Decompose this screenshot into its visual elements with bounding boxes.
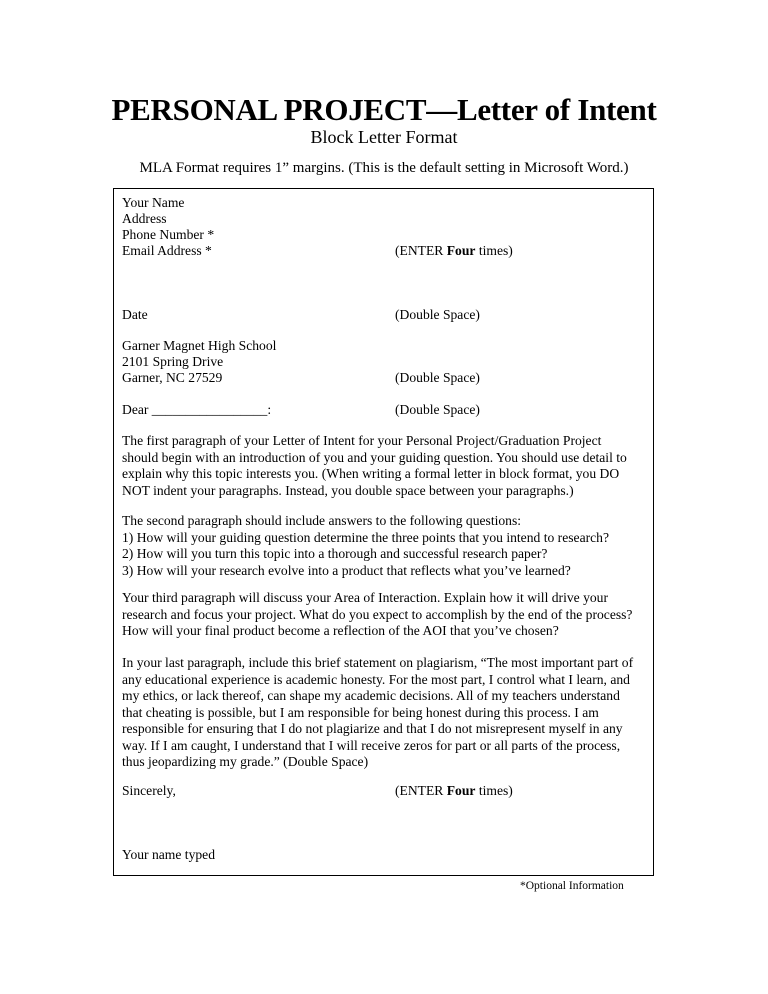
paragraph-line: In your last paragraph, include this brief statement on plagiarism, “The most important part of <box>122 655 634 670</box>
page-title: PERSONAL PROJECT—Letter of Intent <box>111 92 657 127</box>
enter-four-times-note: (ENTER Four times) <box>395 783 513 798</box>
optional-info-footnote: *Optional Information <box>520 880 624 892</box>
recipient-school: Garner Magnet High School <box>122 338 277 353</box>
page-subtitle: Block Letter Format <box>310 127 458 147</box>
salutation: Dear _________________: <box>122 402 272 417</box>
paragraph-line: my ethics, or lack thereof, can shape my academic decisions. All of my teachers understand <box>122 688 620 703</box>
paragraph-line: way. If I am caught, I understand that I will receive zeros for part or all parts of the process, <box>122 737 621 753</box>
question-item: 1) How will your guiding question determine the three points that you intend to research? <box>122 529 609 545</box>
sender-phone: Phone Number * <box>122 227 215 242</box>
paragraph-line: responsible for ensuring that I do not plagiarize and that I do not misrepresent myself in any <box>122 721 623 736</box>
format-note: MLA Format requires 1” margins. (This is the default setting in Microsoft Word.) <box>139 160 629 176</box>
double-space-note: (Double Space) <box>395 370 480 385</box>
paragraph-4 <box>122 655 633 771</box>
paragraph-line: thus jeopardizing my grade.” (Double Space) <box>122 754 369 769</box>
paragraph-line: that cheating is possible, but I am responsible for being honest during this process. I am <box>122 704 599 720</box>
question-item: 2) How will you turn this topic into a thorough and successful research paper? <box>122 546 548 561</box>
paragraph-line: any educational experience is academic honesty. For the most part, I control what I learn, and <box>122 671 630 687</box>
question-item: 3) How will your research evolve into a product that reflects what you’ve learned? <box>122 562 571 578</box>
paragraph-line: NOT indent your paragraphs. Instead, you double space between your paragraphs.) <box>122 482 574 498</box>
paragraph-line: How will your final product become a reflection of the AOI that you’ve chosen? <box>122 623 559 638</box>
paragraph-line: should begin with an introduction of you and your guiding question. You should use detail to <box>122 449 627 465</box>
paragraph-line: explain why this topic interests you. (When writing a formal letter in block format, you DO <box>122 466 620 481</box>
recipient-street: 2101 Spring Drive <box>122 354 224 369</box>
paragraph-1 <box>122 433 627 499</box>
paragraph-line: Your third paragraph will discuss your Area of Interaction. Explain how it will drive your <box>122 590 609 605</box>
paragraph-line: research and focus your project. What do you expect to accomplish by the end of the process? <box>122 606 633 622</box>
sender-name: Your Name <box>122 195 185 210</box>
sender-email: Email Address * <box>122 243 212 258</box>
double-space-note: (Double Space) <box>395 402 480 417</box>
paragraph-2 <box>122 513 609 579</box>
double-space-note: (Double Space) <box>395 307 480 322</box>
typed-name: Your name typed <box>122 847 216 862</box>
enter-four-times-note: (ENTER Four times) <box>395 243 513 258</box>
recipient-city: Garner, NC 27529 <box>122 370 223 385</box>
closing: Sincerely, <box>122 783 176 798</box>
paragraph-line: The second paragraph should include answers to the following questions: <box>122 513 522 528</box>
paragraph-line: The first paragraph of your Letter of Intent for your Personal Project/Graduation Project <box>122 433 602 448</box>
paragraph-3 <box>122 590 632 640</box>
date-line: Date <box>122 307 148 322</box>
sender-address: Address <box>122 211 167 226</box>
